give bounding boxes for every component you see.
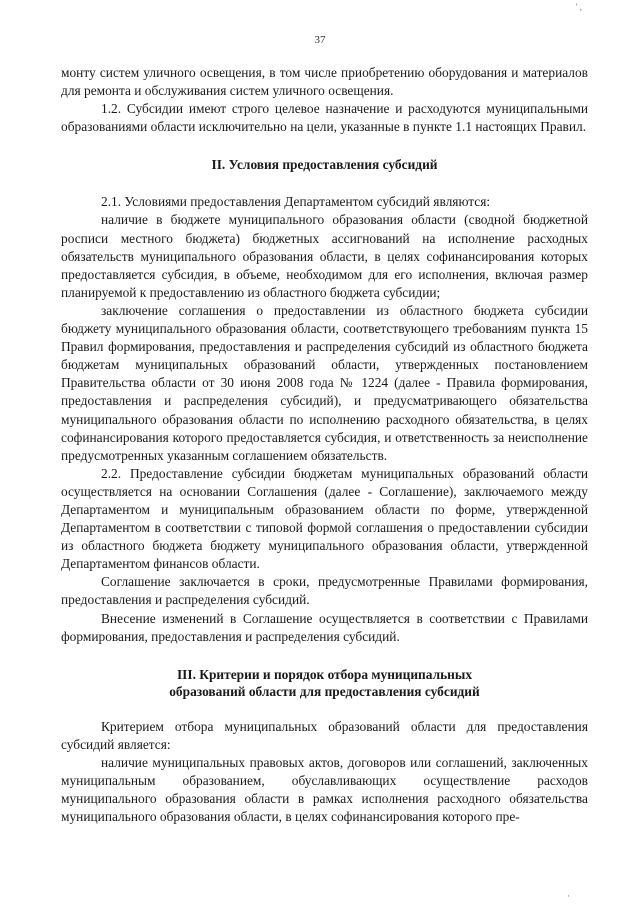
page-number: 37 <box>314 34 326 46</box>
document-body <box>61 64 588 826</box>
paragraph-2-1: 2.1. Условиями предоставления Департаментом субсидий являются: <box>101 194 491 210</box>
paragraph-budget-condition: наличие в бюджете муниципального образования области (сводной бюджетной росписи местного бюджета) бюджетных ассигнований на исполнение расходных обязательств муниципального образования области, в целях софинансирования которых предоставляется субсидия, в объеме, необходимом для его исполнения, включая размер планируемой к предоставлению из областного бюджета субсидии; <box>61 212 588 300</box>
section-3-title <box>61 666 588 700</box>
section-3-title-line-2: образований области для предоставления субсидий <box>169 683 480 699</box>
paragraph-agreement-terms: Соглашение заключается в сроки, предусмотренные Правилами формирования, предоставления и распределения субсидий. <box>61 574 588 608</box>
paragraph-1-2: 1.2. Субсидии имеют строго целевое назначение и расходуются муниципальными образованиями области исключительно на цели, указанные в пункте 1.1 настоящих Правил. <box>61 101 588 135</box>
section-2-title: II. Условия предоставления субсидий <box>211 157 438 173</box>
bottom-mark: · <box>567 891 570 901</box>
paragraph-agreement-changes: Внесение изменений в Соглашение осуществляется в соответствии с Правилами формирования, предоставления и распределения субсидий. <box>61 610 588 644</box>
section-3-title-line-1: III. Критерии и порядок отбора муниципальных <box>176 666 473 682</box>
paragraph-continuation: монту систем уличного освещения, в том числе приобретению оборудования и материалов для ремонта и обслуживания систем уличного освещения. <box>61 65 588 99</box>
paragraph-criteria: Критерием отбора муниципальных образований области для предоставления субсидий является: <box>61 718 588 752</box>
corner-mark: ' , <box>575 2 582 12</box>
paragraph-legal-acts: наличие муниципальных правовых актов, договоров или соглашений, заключенных муниципальным образованием, обуславливающих осуществление расходов муниципального образования области в рамках исполнения расходного обязательства муниципального образования области, в целях софинансирования которого пре- <box>61 754 588 825</box>
paragraph-2-2: 2.2. Предоставление субсидии бюджетам муниципальных образований области осуществляется на основании Соглашения (далее - Соглашение), заключаемого между Департаментом и муниципальным образованием области по форме, утвержденной Департаментом в соответствии с типовой формой соглашения о предоставлении субсидии из областного бюджета бюджету муниципального образования области, утвержденной Департаментом финансов области. <box>61 465 588 572</box>
paragraph-agreement-condition: заключение соглашения о предоставлении из областного бюджета субсидии бюджету муниципального образования области, соответствующего требованиям пункта 15 Правил формирования, предоставления и распределения субсидий из областного бюджета бюджетам муниципальных образований области, утвержденных постановлением Правительства области от 30 июня 2008 года № 1224 (далее - Правила формирования, предоставления и распределения субсидий), и предусматривающего обязательства муниципального образования области по исполнению расходного обязательства, в целях софинансирования которого предоставляется субсидия, и ответственность за неисполнение предусмотренных указанным соглашением обязательств. <box>61 302 588 463</box>
